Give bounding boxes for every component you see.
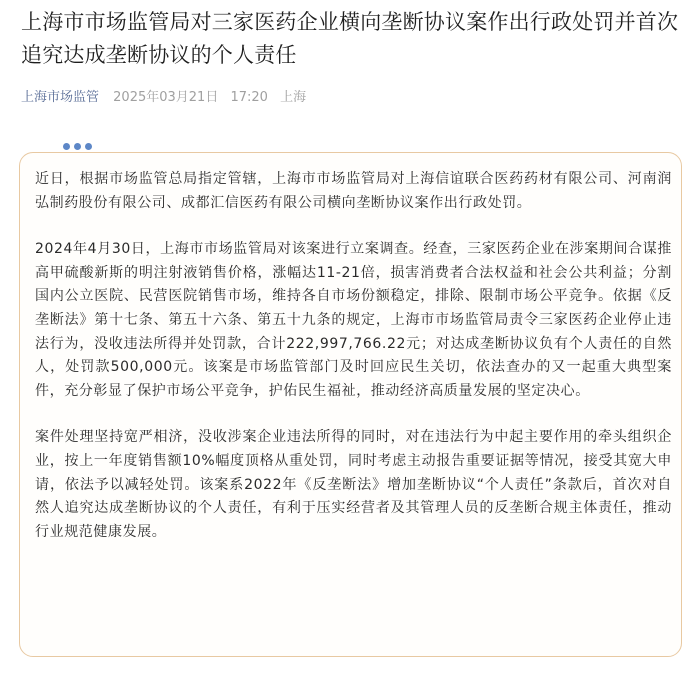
paragraph-2: 2024年4月30日，上海市市场监管局对该案进行立案调查。经查，三家医药企业在涉案期间合谋推高甲硫酸新斯的明注射液销售价格，涨幅达11-21倍，损害消费者合法权益和社会公共利益；分割国内公立医院、民营医院销售市场，维持各自市场份额稳定，排除、限制市场公平竞争。依据《反垄断法》第十七条、第五十六条、第五十九条的规定，上海市市场监管局责令三家医药企业停止违法行为，没收违法所得并处罚款，合计222,997,766.22元；对达成垄断协议负有个人责任的自然人，处罚款500,000元。该案是市场监管部门及时回应民生关切，依法查办的又一起重大典型案件，充分彰显了保护市场公平竞争，护佑民生福祉，推动经济高质量发展的坚定决心。 <box>35 241 672 399</box>
source-account-link[interactable]: 上海市场监管 <box>21 90 100 105</box>
article-body <box>35 168 672 567</box>
paragraph-1: 近日，根据市场监管总局指定管辖，上海市市场监管局对上海信谊联合医药药材有限公司、河南润弘制药股份有限公司、成都汇信医药有限公司横向垄断协议案作出行政处罚。 <box>35 171 672 211</box>
dot-icon <box>74 143 81 150</box>
dot-icon <box>63 143 70 150</box>
dot-icon <box>85 143 92 150</box>
paragraph-3: 案件处理坚持宽严相济，没收涉案企业违法所得的同时，对在违法行为中起主要作用的牵头组织企业，按上一年度销售额10%幅度顶格从重处罚，同时考虑主动报告重要证据等情况，接受其宽大申请，依法予以减轻处罚。该案系2022年《反垄断法》增加垄断协议“个人责任”条款后，首次对自然人追究达成垄断协议的个人责任，有利于压实经营者及其管理人员的反垄断合规主体责任，推动行业规范健康发展。 <box>35 429 672 540</box>
publish-location: 上海 <box>280 90 307 105</box>
decorative-dots-icon <box>59 141 96 152</box>
article-title: 上海市市场监管局对三家医药企业横向垄断协议案作出行政处罚并首次追究达成垄断协议的个人责任 <box>21 10 679 67</box>
publish-time: 17:20 <box>230 90 268 105</box>
publish-date: 2025年03月21日 <box>113 90 219 105</box>
article-meta <box>21 86 306 105</box>
